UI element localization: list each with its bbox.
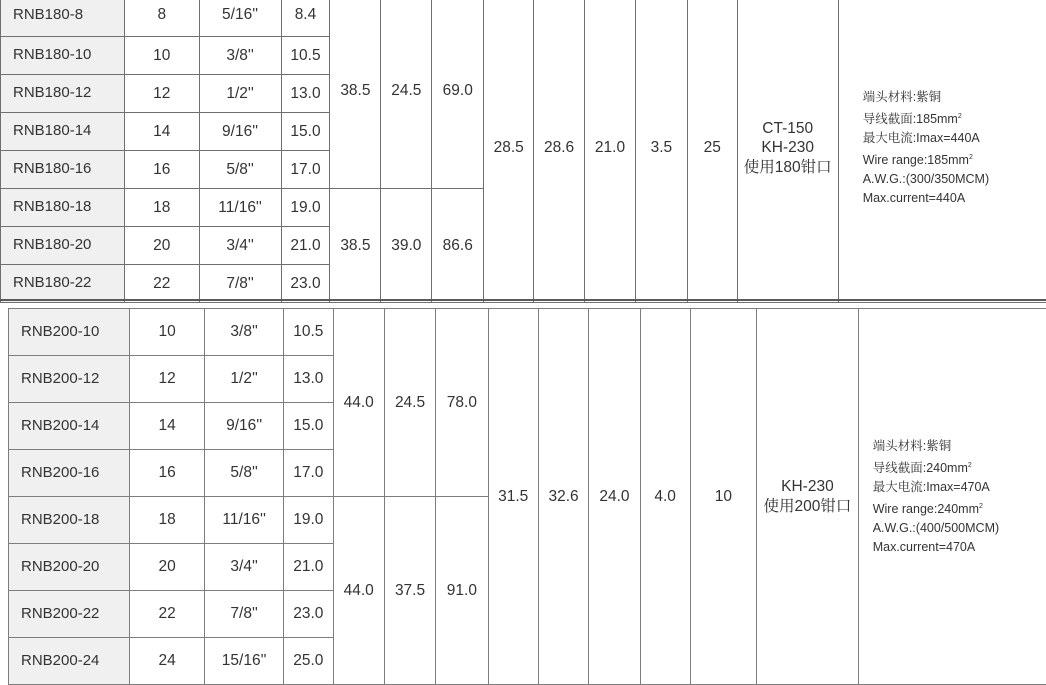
note-max-current: Max.current=440A xyxy=(862,191,966,205)
dim-e-cell: 28.5 xyxy=(484,0,534,303)
dim-c-cell: 78.0 xyxy=(436,309,488,497)
tool-line: CT-150 xyxy=(762,119,814,137)
diameter-cell: 23.0 xyxy=(284,591,333,638)
inch-cell: 9/16'' xyxy=(205,403,284,450)
dim-e-cell: 31.5 xyxy=(488,309,538,685)
tool-line: KH-230 xyxy=(761,139,814,157)
inch-cell: 5/8'' xyxy=(205,450,284,497)
diameter-cell: 21.0 xyxy=(281,227,330,265)
material-note xyxy=(838,0,1046,303)
diameter-cell: 25.0 xyxy=(284,638,333,685)
note-awg: A.W.G.:(400/500MCM) xyxy=(872,520,1000,535)
dim-a-cell: 44.0 xyxy=(333,497,384,685)
model-cell: RNB180-18 xyxy=(1,189,125,227)
inch-cell: 11/16'' xyxy=(199,189,281,227)
dim-b-cell: 24.5 xyxy=(384,309,435,497)
size-cell: 20 xyxy=(124,227,199,265)
size-cell: 12 xyxy=(124,75,199,113)
note-wire-range: Wire $range:185mm^2$ xyxy=(862,153,973,167)
model-cell: RNB180-14 xyxy=(1,113,125,151)
model-cell: RNB180-8 xyxy=(1,0,125,37)
diameter-cell: 13.0 xyxy=(284,356,333,403)
dim-f-cell: 32.6 xyxy=(538,309,588,685)
model-cell: RNB200-14 xyxy=(9,403,130,450)
dim-a-cell: 38.5 xyxy=(330,0,381,189)
model-cell: RNB180-10 xyxy=(1,37,125,75)
tool-cell xyxy=(737,0,838,303)
diameter-cell: 17.0 xyxy=(281,151,330,189)
size-cell: 16 xyxy=(124,151,199,189)
diameter-cell: 8.4 xyxy=(281,0,330,37)
inch-cell: 11/16'' xyxy=(205,497,284,544)
note-material: 端头材料:紫铜 xyxy=(872,438,952,453)
diameter-cell: 15.0 xyxy=(284,403,333,450)
diameter-cell: 15.0 xyxy=(281,113,330,151)
size-cell: 20 xyxy=(130,544,205,591)
size-cell: 24 xyxy=(130,638,205,685)
model-cell: RNB180-20 xyxy=(1,227,125,265)
inch-cell: 1/2'' xyxy=(205,356,284,403)
inch-cell: 9/16'' xyxy=(199,113,281,151)
material-note xyxy=(858,309,1046,685)
note-current-cn: 最大电流:Imax=440A xyxy=(862,131,980,145)
inch-cell: 3/8'' xyxy=(199,37,281,75)
model-cell: RNB200-10 xyxy=(9,309,130,356)
inch-cell: 5/8'' xyxy=(199,151,281,189)
quantity-cell: 25 xyxy=(687,0,737,303)
note-section: 导线截面$:185mm^2$ xyxy=(862,112,962,126)
inch-cell: 3/8'' xyxy=(205,309,284,356)
model-cell: RNB180-16 xyxy=(1,151,125,189)
size-cell: 12 xyxy=(130,356,205,403)
dim-g-cell: 24.0 xyxy=(589,309,640,685)
dim-h-cell: 3.5 xyxy=(635,0,687,303)
model-cell: RNB180-12 xyxy=(1,75,125,113)
size-cell: 8 xyxy=(124,0,199,37)
size-cell: 22 xyxy=(124,265,199,303)
diameter-cell: 19.0 xyxy=(284,497,333,544)
note-max-current: Max.current=470A xyxy=(872,539,976,554)
size-cell: 16 xyxy=(130,450,205,497)
note-section: 导线截面$:240mm^2$ xyxy=(872,460,972,475)
dim-b-cell: 39.0 xyxy=(381,189,432,303)
diameter-cell: 17.0 xyxy=(284,450,333,497)
diameter-cell: 19.0 xyxy=(281,189,330,227)
inch-cell: 7/8'' xyxy=(205,591,284,638)
size-cell: 14 xyxy=(124,113,199,151)
model-cell: RNB200-24 xyxy=(9,638,130,685)
dim-a-cell: 38.5 xyxy=(330,189,381,303)
diameter-cell: 23.0 xyxy=(281,265,330,303)
tool-line: 使用200钳口 xyxy=(763,497,852,515)
inch-cell: 3/4'' xyxy=(205,544,284,591)
diameter-cell: 10.5 xyxy=(284,309,333,356)
inch-cell: 7/8'' xyxy=(199,265,281,303)
tool-line: 使用180钳口 xyxy=(743,158,832,176)
quantity-cell: 10 xyxy=(690,309,756,685)
note-wire-range: Wire $range:240mm^2$ xyxy=(872,501,983,516)
diameter-cell: 10.5 xyxy=(281,37,330,75)
inch-cell: 3/4'' xyxy=(199,227,281,265)
dim-c-cell: 86.6 xyxy=(432,189,484,303)
size-cell: 22 xyxy=(130,591,205,638)
size-cell: 10 xyxy=(124,37,199,75)
dim-b-cell: 24.5 xyxy=(381,0,432,189)
table-divider xyxy=(0,299,1046,301)
size-cell: 18 xyxy=(124,189,199,227)
inch-cell: 1/2'' xyxy=(199,75,281,113)
inch-cell: 15/16'' xyxy=(205,638,284,685)
tool-line: KH-230 xyxy=(781,478,834,496)
note-material: 端头材料:紫铜 xyxy=(862,90,942,104)
dim-h-cell: 4.0 xyxy=(640,309,690,685)
diameter-cell: 21.0 xyxy=(284,544,333,591)
dim-b-cell: 37.5 xyxy=(384,497,435,685)
tool-cell xyxy=(757,309,859,685)
size-cell: 18 xyxy=(130,497,205,544)
model-cell: RNB200-18 xyxy=(9,497,130,544)
dim-g-cell: 21.0 xyxy=(585,0,636,303)
diameter-cell: 13.0 xyxy=(281,75,330,113)
note-current-cn: 最大电流:Imax=470A xyxy=(872,479,990,494)
spec-table-rnb180 xyxy=(0,0,1046,303)
inch-cell: 5/16'' xyxy=(199,0,281,37)
size-cell: 14 xyxy=(130,403,205,450)
model-cell: RNB180-22 xyxy=(1,265,125,303)
note-awg: A.W.G.:(300/350MCM) xyxy=(862,172,990,186)
dim-c-cell: 91.0 xyxy=(436,497,488,685)
size-cell: 10 xyxy=(130,309,205,356)
model-cell: RNB200-22 xyxy=(9,591,130,638)
model-cell: RNB200-16 xyxy=(9,450,130,497)
dim-f-cell: 28.6 xyxy=(534,0,585,303)
model-cell: RNB200-12 xyxy=(9,356,130,403)
dim-a-cell: 44.0 xyxy=(333,309,384,497)
spec-table-rnb200 xyxy=(8,308,1046,685)
dim-c-cell: 69.0 xyxy=(432,0,484,189)
model-cell: RNB200-20 xyxy=(9,544,130,591)
